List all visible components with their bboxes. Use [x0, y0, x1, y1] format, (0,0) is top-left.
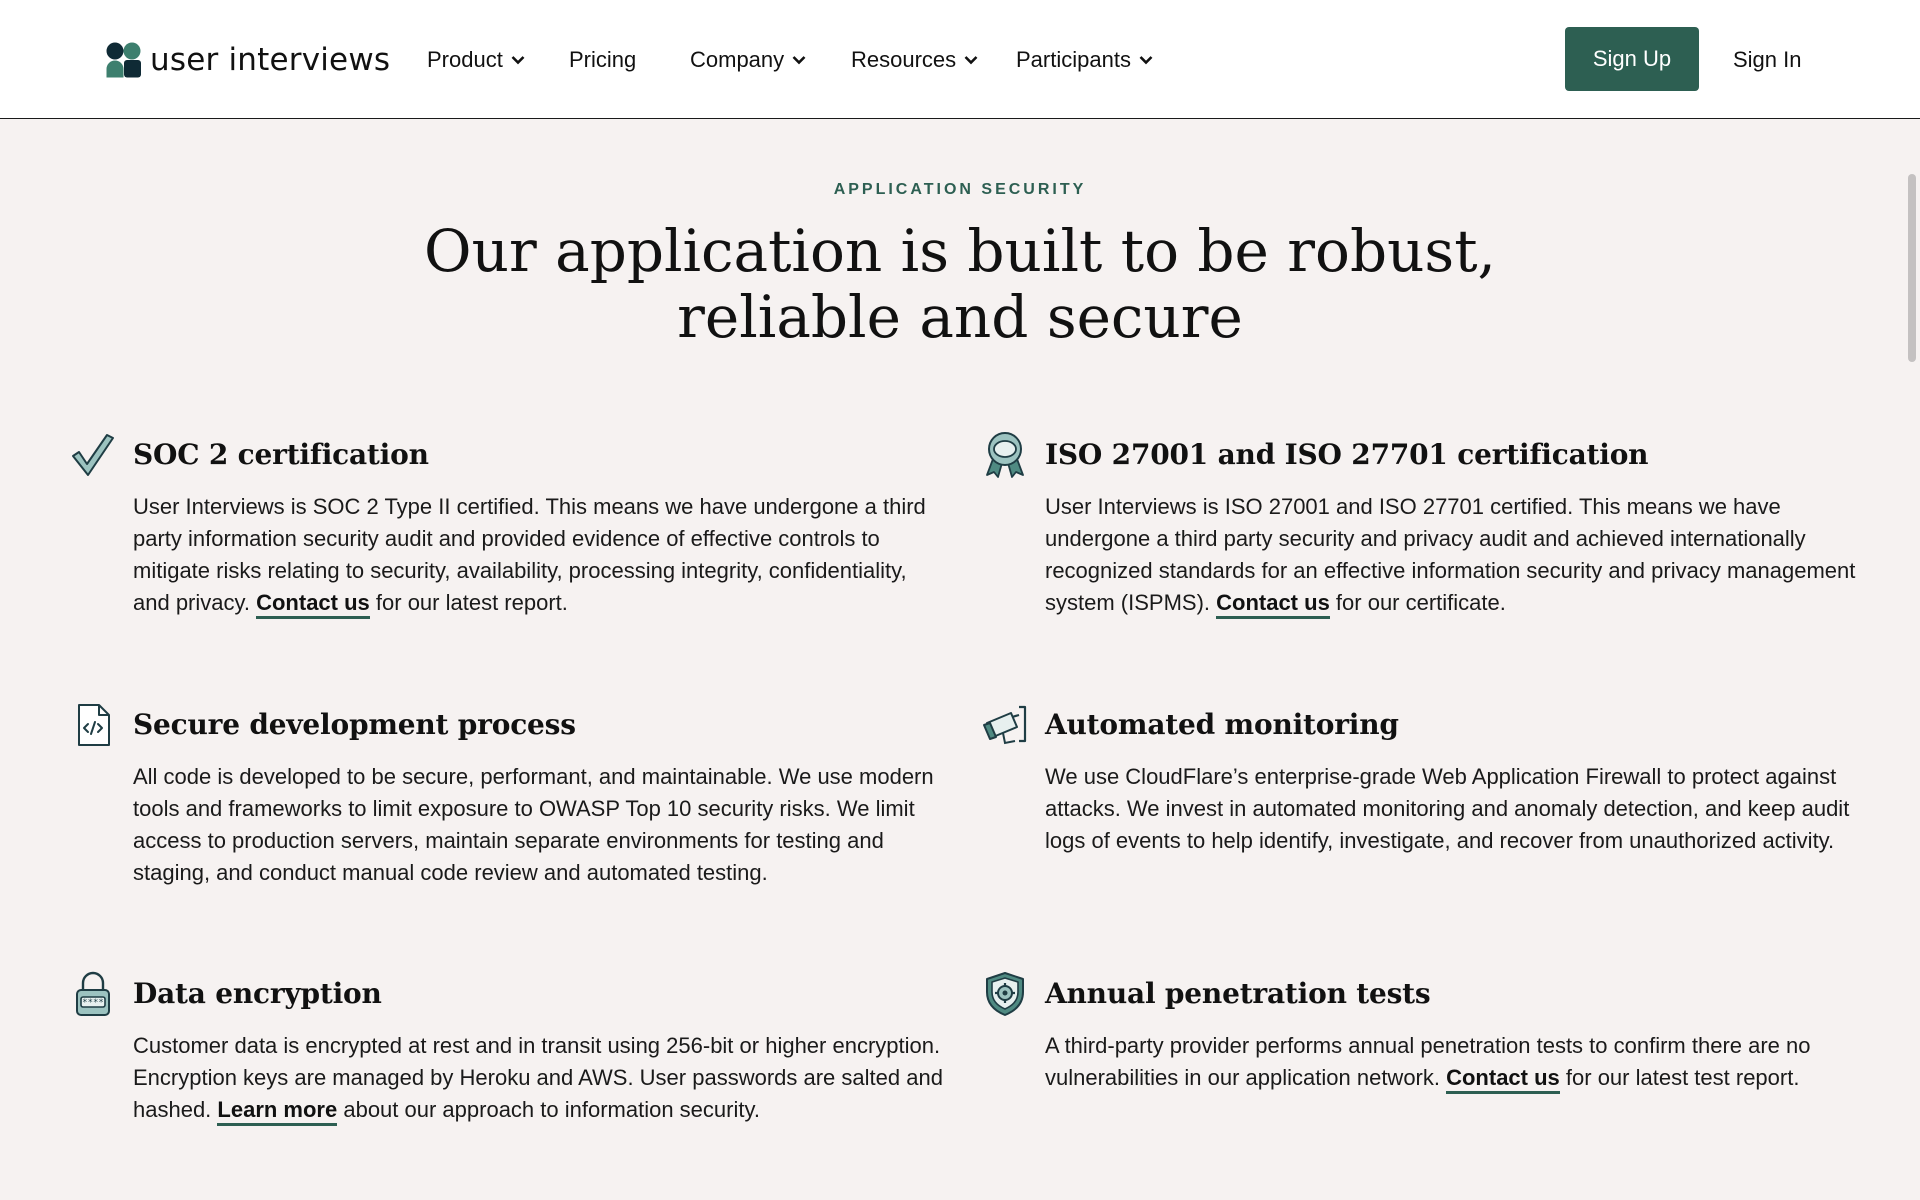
feature-body-text: User Interviews is ISO 27001 and ISO 27701 certified. This means we have undergone a third party security and privacy audit and achieved internationally recognized standards for an effective information security and privacy management system (ISPMS). [1045, 494, 1856, 615]
headline-line-1: Our application is built to be robust, [424, 217, 1496, 285]
learn-more-link[interactable]: Learn more [217, 1097, 337, 1126]
sign-up-button[interactable]: Sign Up [1565, 27, 1699, 91]
feature-title: Secure development process [133, 708, 576, 741]
nav-participants[interactable] [1016, 44, 1153, 76]
feature-iso [1045, 437, 1865, 619]
code-file-icon [69, 701, 117, 749]
feature-soc2 [133, 437, 933, 619]
feature-body-text: All code is developed to be secure, performant, and maintainable. We use modern tools and frameworks to limit exposure to OWASP Top 10 security risks. We limit access to production servers, maintain separate environments for testing and staging, and conduct manual code review and automated testing. [133, 764, 934, 885]
nav-company[interactable] [690, 44, 806, 76]
chevron-down-icon [964, 55, 978, 65]
chevron-down-icon [792, 55, 806, 65]
feature-body-text-end: for our latest report. [369, 590, 568, 615]
feature-body-text: User Interviews is SOC 2 Type II certified. This means we have undergone a third party information security audit and provided evidence of effective controls to mitigate risks relating to security, availability, processing integrity, confidentiality, and privacy. [133, 494, 926, 615]
feature-title: Automated monitoring [1045, 708, 1399, 741]
logo-text: user interviews [150, 42, 391, 78]
feature-body [133, 1030, 963, 1126]
feature-data-encryption [82, 976, 963, 1126]
nav-company-label: Company [690, 47, 785, 72]
nav-resources[interactable] [851, 44, 978, 76]
contact-us-link[interactable]: Contact us [1216, 590, 1330, 619]
feature-body-text-end: about our approach to information security. [337, 1097, 760, 1122]
nav-product-label: Product [427, 47, 503, 72]
chevron-down-icon [1139, 55, 1153, 65]
feature-title: Annual penetration tests [1045, 977, 1431, 1010]
nav-product[interactable] [427, 44, 525, 76]
svg-text:****: **** [82, 998, 104, 1008]
feature-title: SOC 2 certification [133, 438, 429, 471]
logo[interactable] [106, 42, 390, 78]
feature-secure-development [133, 707, 953, 889]
section-headline [360, 218, 1560, 350]
feature-title: ISO 27001 and ISO 27701 certification [1045, 438, 1649, 471]
site-header [0, 0, 1920, 119]
feature-penetration-tests [1045, 976, 1865, 1094]
feature-title: Data encryption [133, 977, 382, 1010]
feature-body [133, 491, 933, 619]
checkmark-icon [69, 431, 117, 479]
contact-us-link[interactable]: Contact us [1446, 1065, 1560, 1094]
feature-body-text-end: for our certificate. [1329, 590, 1506, 615]
contact-us-link[interactable]: Contact us [256, 590, 370, 619]
sign-in-link[interactable]: Sign In [1733, 47, 1802, 72]
section-eyebrow: APPLICATION SECURITY [833, 181, 1087, 198]
feature-body [1045, 1030, 1865, 1094]
chevron-down-icon [511, 55, 525, 65]
headline-line-2: reliable and secure [677, 283, 1243, 351]
scrollbar-thumb[interactable] [1908, 174, 1916, 362]
shield-gear-icon [981, 970, 1029, 1018]
feature-automated-monitoring [1045, 707, 1865, 857]
nav-pricing-label: Pricing [569, 47, 637, 72]
feature-body-text-end: for our latest test report. [1559, 1065, 1800, 1090]
feature-body [1045, 761, 1865, 857]
logo-mark-icon [106, 42, 142, 78]
feature-body [1045, 491, 1865, 619]
feature-body-text: We use CloudFlare’s enterprise-grade Web Application Firewall to protect against attacks. We invest in automated monitoring and anomaly detection, and keep audit logs of events to help identify, investigate, and recover from unauthorized activity. [1045, 764, 1850, 853]
nav-pricing[interactable] [569, 44, 636, 76]
nav-participants-label: Participants [1016, 47, 1131, 72]
security-camera-icon [981, 701, 1029, 749]
feature-body [133, 761, 953, 889]
padlock-icon [69, 970, 117, 1018]
nav-resources-label: Resources [851, 47, 957, 72]
award-ribbon-icon [981, 431, 1029, 479]
feature-body-text: Customer data is encrypted at rest and in transit using 256-bit or higher encryption. Encryption keys are managed by Heroku and AWS. User passwords are salted and hashed. [133, 1033, 943, 1122]
feature-body-text: A third-party provider performs annual penetration tests to confirm there are no vulnerabilities in our application network. [1045, 1033, 1811, 1090]
